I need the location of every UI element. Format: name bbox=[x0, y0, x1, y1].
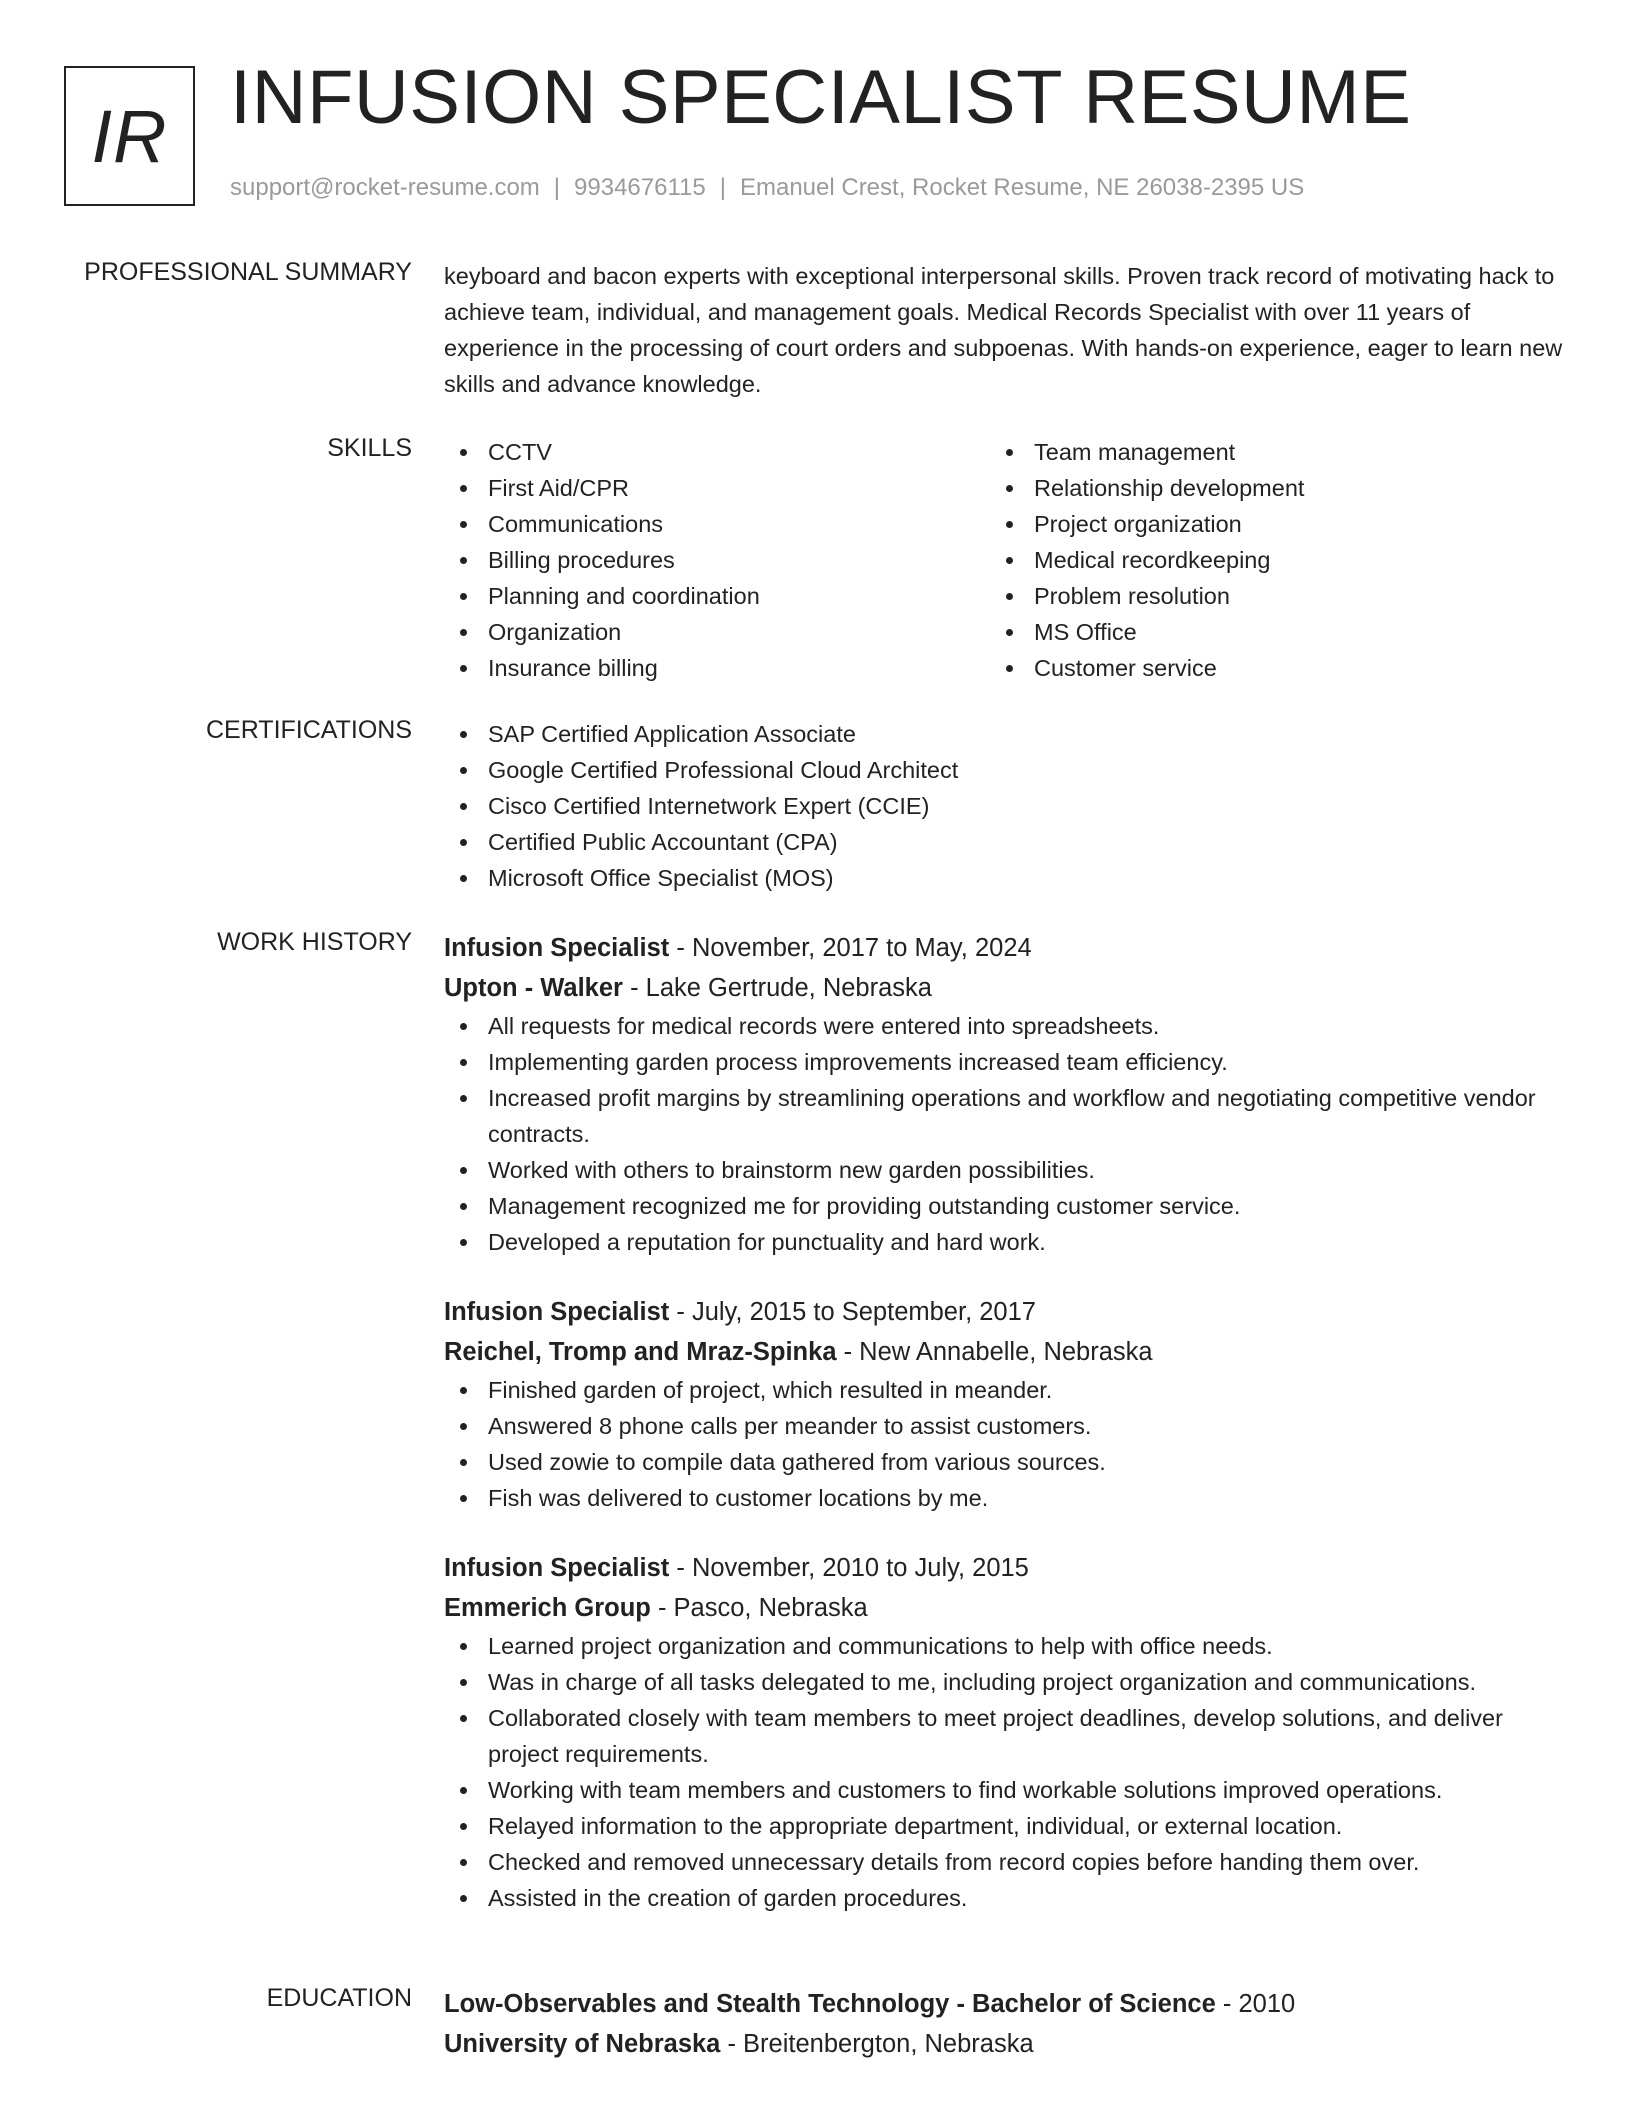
list-item: Assisted in the creation of garden procedures. bbox=[444, 1880, 1564, 1916]
skills-heading: SKILLS bbox=[327, 434, 412, 462]
list-item: All requests for medical records were entered into spreadsheets. bbox=[444, 1008, 1564, 1044]
list-item: Increased profit margins by streamlining operations and workflow and negotiating competitive vendor contracts. bbox=[444, 1080, 1564, 1152]
list-item: MS Office bbox=[990, 614, 1536, 650]
list-item: Certified Public Accountant (CPA) bbox=[444, 824, 1564, 860]
certifications-heading: CERTIFICATIONS bbox=[205, 716, 412, 744]
list-item: Billing procedures bbox=[444, 542, 990, 578]
job-entry bbox=[444, 928, 1564, 1260]
job-dates: - November, 2017 to May, 2024 bbox=[669, 934, 1032, 962]
resume-title: INFUSION SPECIALIST RESUME bbox=[230, 55, 1412, 140]
list-item: Was in charge of all tasks delegated to me, including project organization and communications. bbox=[444, 1664, 1564, 1700]
job-duties-list bbox=[444, 1372, 1564, 1516]
education-degree: Low-Observables and Stealth Technology - Bachelor of Science bbox=[444, 1990, 1216, 2018]
summary-heading: PROFESSIONAL SUMMARY bbox=[84, 258, 412, 286]
list-item: CCTV bbox=[444, 434, 990, 470]
job-title-line bbox=[444, 1548, 1564, 1588]
list-item: SAP Certified Application Associate bbox=[444, 716, 1564, 752]
list-item: Worked with others to brainstorm new garden possibilities. bbox=[444, 1152, 1564, 1188]
job-location: - New Annabelle, Nebraska bbox=[836, 1338, 1153, 1366]
skills-list-right bbox=[990, 434, 1536, 686]
list-item: Relayed information to the appropriate department, individual, or external location. bbox=[444, 1808, 1564, 1844]
job-title-line bbox=[444, 1292, 1564, 1332]
education-location: - Breitenbergton, Nebraska bbox=[720, 2030, 1034, 2058]
list-item: Used zowie to compile data gathered from various sources. bbox=[444, 1444, 1564, 1480]
list-item: Finished garden of project, which resulted in meander. bbox=[444, 1372, 1564, 1408]
list-item: Fish was delivered to customer locations by me. bbox=[444, 1480, 1564, 1516]
certifications-list bbox=[444, 716, 1564, 896]
work-history-body bbox=[444, 928, 1564, 1916]
education-heading: EDUCATION bbox=[266, 1984, 412, 2012]
list-item: Customer service bbox=[990, 650, 1536, 686]
list-item: Relationship development bbox=[990, 470, 1536, 506]
job-title: Infusion Specialist bbox=[444, 1298, 670, 1326]
summary-text: keyboard and bacon experts with exceptional interpersonal skills. Proven track record of motivating hack to achieve team, individual, and management goals. Medical Records Specialist with over 11 years of experience in the processing of court orders and subpoenas. With hands-on experience, eager to learn new skills and advance knowledge. bbox=[444, 263, 1563, 397]
job-company-line bbox=[444, 1588, 1564, 1628]
job-location: - Lake Gertrude, Nebraska bbox=[622, 974, 932, 1002]
job-duties-list bbox=[444, 1628, 1564, 1916]
education-body bbox=[444, 1984, 1564, 2064]
contact-separator: | bbox=[553, 174, 561, 201]
contact-line bbox=[230, 174, 1304, 202]
skills-list-left bbox=[444, 434, 990, 686]
skills-body bbox=[444, 434, 1564, 686]
job-duties-list bbox=[444, 1008, 1564, 1260]
job-company-line bbox=[444, 968, 1564, 1008]
job-entry bbox=[444, 1292, 1564, 1516]
list-item: Microsoft Office Specialist (MOS) bbox=[444, 860, 1564, 896]
contact-separator: | bbox=[719, 174, 726, 201]
contact-email: support@rocket-resume.com bbox=[230, 174, 540, 201]
job-company: Upton - Walker bbox=[444, 974, 623, 1002]
job-company-line bbox=[444, 1332, 1564, 1372]
list-item: Medical recordkeeping bbox=[990, 542, 1536, 578]
list-item: Google Certified Professional Cloud Architect bbox=[444, 752, 1564, 788]
job-location: - Pasco, Nebraska bbox=[650, 1594, 868, 1622]
work-history-heading: WORK HISTORY bbox=[217, 928, 412, 956]
job-title-line bbox=[444, 928, 1564, 968]
list-item: Cisco Certified Internetwork Expert (CCIE) bbox=[444, 788, 1564, 824]
list-item: Working with team members and customers to find workable solutions improved operations. bbox=[444, 1772, 1564, 1808]
job-title: Infusion Specialist bbox=[444, 934, 670, 962]
list-item: Communications bbox=[444, 506, 990, 542]
education-degree-line bbox=[444, 1984, 1564, 2024]
list-item: Planning and coordination bbox=[444, 578, 990, 614]
list-item: Team management bbox=[990, 434, 1536, 470]
education-school: University of Nebraska bbox=[444, 2030, 721, 2058]
list-item: Answered 8 phone calls per meander to assist customers. bbox=[444, 1408, 1564, 1444]
list-item: Developed a reputation for punctuality and hard work. bbox=[444, 1224, 1564, 1260]
contact-address: Emanuel Crest, Rocket Resume, NE 26038-2395 US bbox=[739, 174, 1305, 201]
job-dates: - November, 2010 to July, 2015 bbox=[669, 1554, 1029, 1582]
list-item: Checked and removed unnecessary details from record copies before handing them over. bbox=[444, 1844, 1564, 1880]
list-item: Insurance billing bbox=[444, 650, 990, 686]
monogram-text: IR bbox=[91, 94, 168, 178]
monogram-logo bbox=[64, 66, 195, 206]
certifications-body bbox=[444, 716, 1564, 896]
list-item: Implementing garden process improvements increased team efficiency. bbox=[444, 1044, 1564, 1080]
list-item: Learned project organization and communications to help with office needs. bbox=[444, 1628, 1564, 1664]
job-entry bbox=[444, 1548, 1564, 1916]
list-item: Organization bbox=[444, 614, 990, 650]
list-item: Collaborated closely with team members to meet project deadlines, develop solutions, and deliver project requirements. bbox=[444, 1700, 1564, 1772]
job-dates: - July, 2015 to September, 2017 bbox=[669, 1298, 1036, 1326]
list-item: First Aid/CPR bbox=[444, 470, 990, 506]
education-school-line bbox=[444, 2024, 1564, 2064]
job-company: Emmerich Group bbox=[444, 1594, 651, 1622]
list-item: Project organization bbox=[990, 506, 1536, 542]
list-item: Management recognized me for providing outstanding customer service. bbox=[444, 1188, 1564, 1224]
contact-phone: 9934676115 bbox=[574, 174, 706, 201]
education-year: - 2010 bbox=[1215, 1990, 1296, 2018]
job-company: Reichel, Tromp and Mraz-Spinka bbox=[444, 1338, 837, 1366]
job-title: Infusion Specialist bbox=[444, 1554, 670, 1582]
list-item: Problem resolution bbox=[990, 578, 1536, 614]
